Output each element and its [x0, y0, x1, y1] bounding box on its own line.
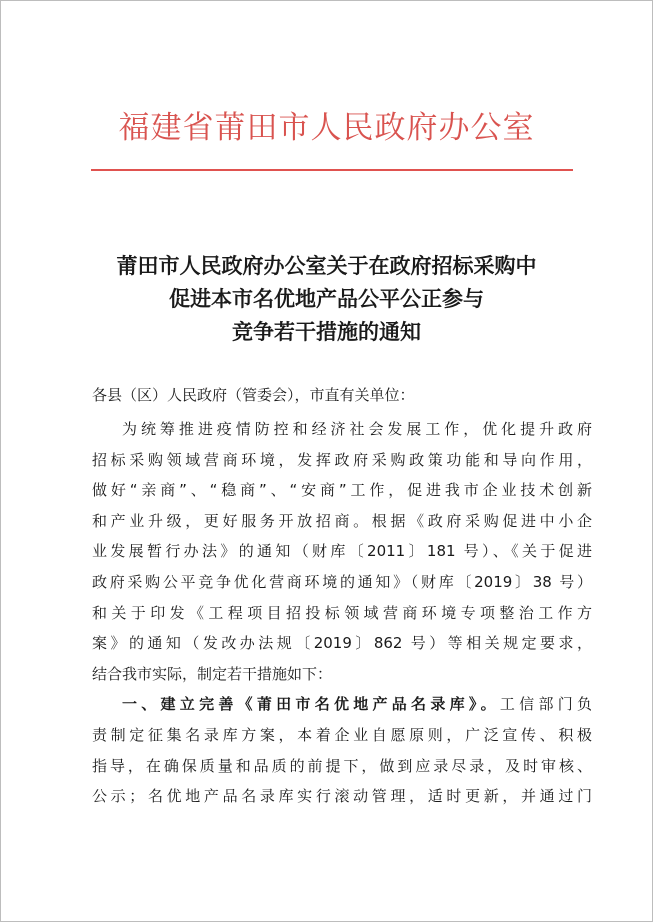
title-line: 促进本市名优地产品公平公正参与 [169, 287, 484, 311]
body-line: 业发展暂行办法》的通知（财库〔2011〕181 号）、《关于促进 [92, 542, 592, 561]
body-line: 案》的通知（发改办法规〔2019〕862 号）等相关规定要求， [92, 634, 592, 653]
body-text: 工信部门负 [499, 695, 592, 714]
body-line: 做好“亲商”、“稳商”、“安商”工作，促进我市企业技术创新 [92, 481, 592, 500]
body-line: 和关于印发《工程项目招投标领域营商环境专项整治工作方 [92, 603, 592, 622]
title-line: 莆田市人民政府办公室关于在政府招标采购中 [116, 254, 537, 278]
body-line: 招标采购领域营商环境，发挥政府采购政策功能和导向作用， [92, 450, 592, 469]
document-title [0, 250, 653, 349]
body-line: 结合我市实际，制定若干措施如下： [92, 664, 333, 683]
issuing-authority-header: 福建省莆田市人民政府办公室 [118, 110, 535, 146]
red-divider-line [91, 169, 573, 171]
section-heading: 一、建立完善《莆田市名优地产品名录库》。 [122, 695, 500, 714]
body-line: 政府采购公平竞争优化营商环境的通知》（财库〔2019〕38 号） [92, 572, 592, 591]
body-line: 公示；名优地产品名录库实行滚动管理，适时更新，并通过门 [92, 787, 592, 806]
body-line: 为统筹推进疫情防控和经济社会发展工作，优化提升政府 [122, 420, 592, 438]
body-line: 指导，在确保质量和品质的前提下，做到应录尽录，及时审核、 [92, 756, 592, 775]
title-line: 竞争若干措施的通知 [232, 320, 421, 344]
body-line: 责制定征集名录库方案，本着企业自愿原则，广泛宣传、积极 [92, 725, 592, 744]
body-line: 和产业升级，更好服务开放招商。根据《政府采购促进中小企 [92, 511, 592, 530]
section-heading-line [92, 689, 592, 720]
salutation: 各县（区）人民政府（管委会），市直有关单位： [92, 386, 415, 404]
document-body [92, 414, 592, 812]
